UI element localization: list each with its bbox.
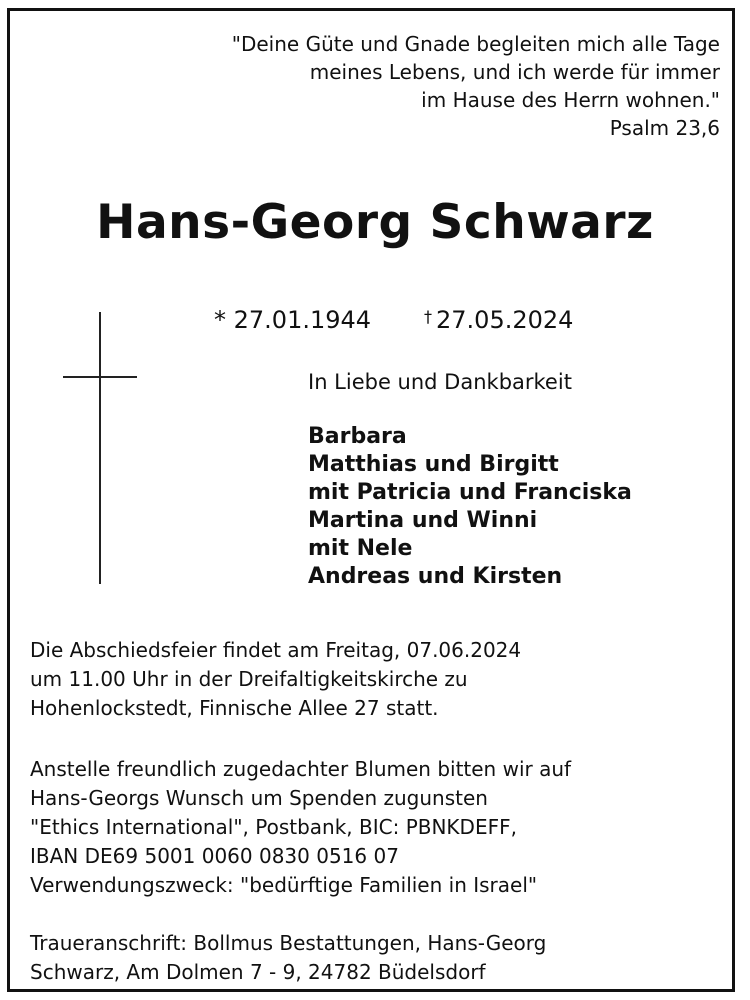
quote-line: "Deine Güte und Gnade begleiten mich alle Tage	[231, 32, 720, 56]
donation-info	[30, 755, 571, 900]
mourner-name: mit Nele	[308, 536, 413, 561]
address-line: Traueranschrift: Bollmus Bestattungen, Hans-Georg	[30, 931, 547, 955]
mourning-address	[30, 929, 546, 987]
mourner-name: mit Patricia und Franciska	[308, 480, 632, 505]
psalm-quote	[232, 30, 720, 142]
quote-source: Psalm 23,6	[609, 116, 720, 140]
mourner-name: Barbara	[308, 424, 407, 449]
mourner-name: Matthias und Birgitt	[308, 452, 559, 477]
cross-vertical-bar	[99, 312, 101, 584]
address-line: Schwarz, Am Dolmen 7 - 9, 24782 Büdelsdorf	[30, 960, 486, 984]
donation-line: Anstelle freundlich zugedachter Blumen bitten wir auf	[30, 757, 572, 781]
cross-icon	[63, 312, 137, 584]
death-date-value: 27.05.2024	[436, 306, 574, 334]
birth-symbol: *	[214, 306, 226, 334]
mourner-name: Andreas und Kirsten	[308, 564, 563, 589]
mourners-greeting: In Liebe und Dankbarkeit	[308, 370, 572, 394]
quote-line: meines Lebens, und ich werde für immer	[309, 60, 720, 84]
deceased-name: Hans-Georg Schwarz	[96, 195, 654, 250]
donation-line: Verwendungszweck: "bedürftige Familien in Israel"	[30, 873, 538, 897]
birth-date	[214, 306, 371, 334]
ceremony-info	[30, 636, 521, 723]
ceremony-line: um 11.00 Uhr in der Dreifaltigkeitskirche zu	[30, 667, 468, 691]
donation-line: "Ethics International", Postbank, BIC: PBNKDEFF,	[30, 815, 517, 839]
mourners-list	[308, 423, 632, 591]
dagger-icon: †	[424, 307, 432, 326]
death-date	[424, 306, 573, 334]
quote-line: im Hause des Herrn wohnen."	[421, 88, 720, 112]
ceremony-line: Die Abschiedsfeier findet am Freitag, 07.06.2024	[30, 638, 522, 662]
cross-horizontal-bar	[63, 376, 137, 378]
donation-line: IBAN DE69 5001 0060 0830 0516 07	[30, 844, 399, 868]
donation-line: Hans-Georgs Wunsch um Spenden zugunsten	[30, 786, 488, 810]
mourner-name: Martina und Winni	[308, 508, 538, 533]
birth-date-value: 27.01.1944	[233, 306, 372, 334]
ceremony-line: Hohenlockstedt, Finnische Allee 27 statt.	[30, 696, 439, 720]
